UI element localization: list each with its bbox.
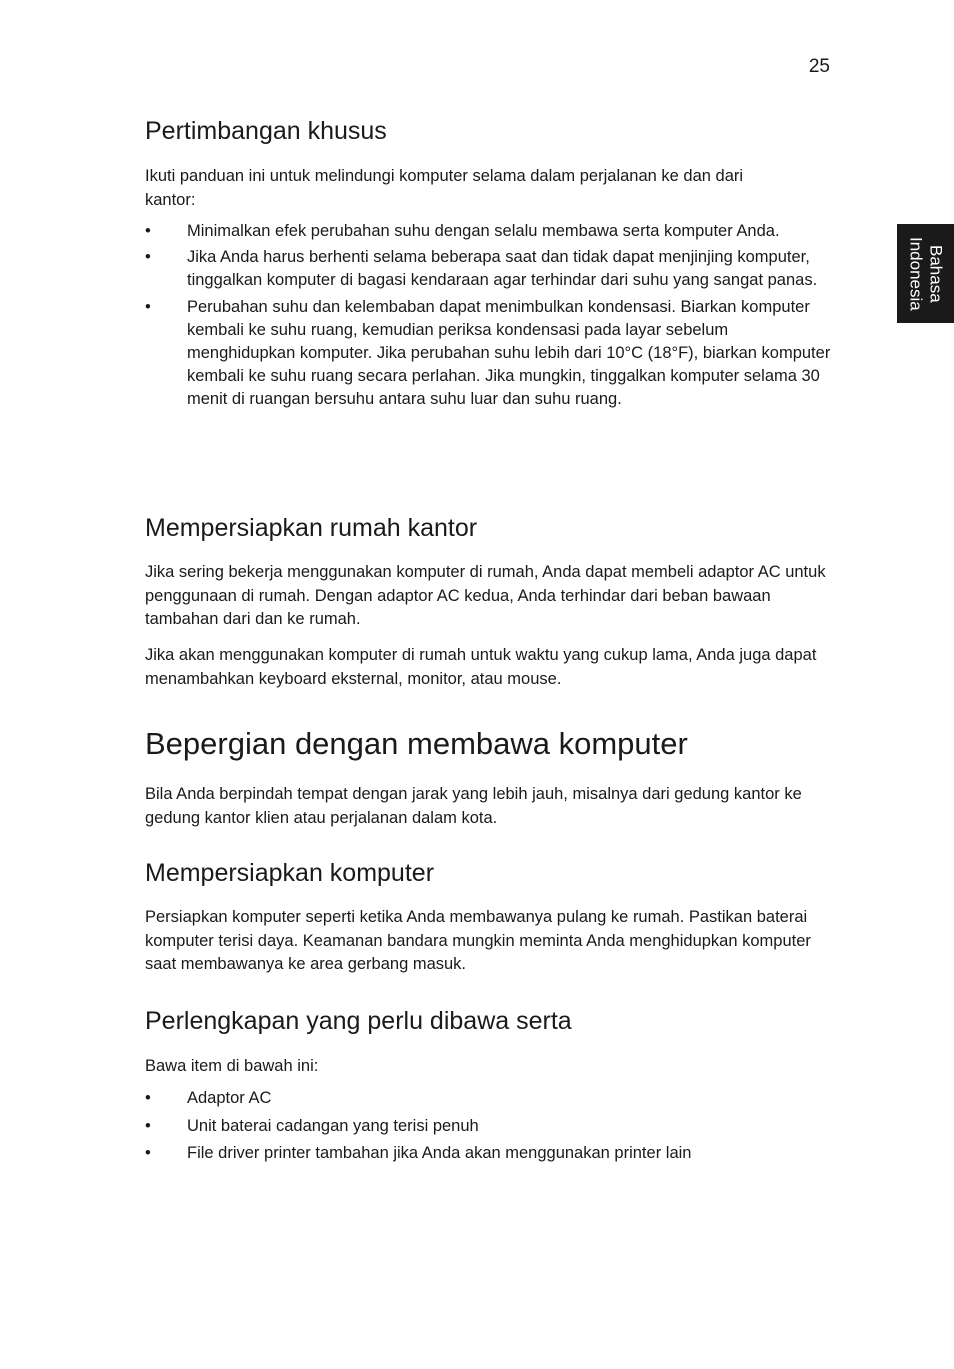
page-number: 25	[808, 56, 830, 77]
heading-mempersiapkan-komputer: Mempersiapkan komputer	[145, 859, 435, 887]
bullet: •	[145, 297, 151, 316]
bullet: •	[145, 248, 151, 267]
language-side-tab	[897, 224, 954, 323]
list-item: • File driver printer tambahan jika Anda akan menggunakan printer lain	[145, 1142, 835, 1165]
section1-list	[145, 220, 835, 412]
bullet: •	[145, 1144, 151, 1163]
heading-bepergian-dengan-membawa-komputer: Bepergian dengan membawa komputer	[145, 726, 688, 761]
list-item: • Perubahan suhu dan kelembaban dapat menimbulkan kondensasi. Biarkan komputer kembali ke suhu ruang, kemudian periksa kondensasi pada layar sebelum menghidupkan komputer. Jika perubahan suhu lebih dari 10°C (18°F), biarkan komputer kembali ke suhu ruang secara perlahan. Jika mungkin, tinggalkan komputer selama 30 menit di ruangan bersuhu antara suhu luar dan suhu ruang.	[145, 297, 831, 409]
heading-pertimbangan-khusus: Pertimbangan khusus	[145, 117, 387, 145]
heading-perlengkapan: Perlengkapan yang perlu dibawa serta	[145, 1007, 572, 1035]
section4-paragraph: Persiapkan komputer seperti ketika Anda membawanya pulang ke rumah. Pastikan baterai komputer terisi daya. Keamanan bandara mungkin meminta Anda menghidupkan komputer saat membawanya ke area gerbang masuk.	[145, 908, 811, 973]
section1-intro: Ikuti panduan ini untuk melindungi komputer selama dalam perjalanan ke dan dari kantor:	[145, 167, 744, 209]
section2-paragraph-2: Jika akan menggunakan komputer di rumah untuk waktu yang cukup lama, Anda juga dapat menambahkan keyboard eksternal, monitor, atau mouse.	[145, 646, 817, 688]
list-item: • Unit baterai cadangan yang terisi penuh	[145, 1115, 835, 1138]
heading-mempersiapkan-rumah-kantor: Mempersiapkan rumah kantor	[145, 514, 478, 542]
language-side-tab-label: Bahasa Indonesia	[906, 236, 946, 311]
section2-paragraph-1: Jika sering bekerja menggunakan komputer di rumah, Anda dapat membeli adaptor AC untuk penggunaan di rumah. Dengan adaptor AC kedua, Anda terhindar dari beban bawaan tambahan dari dan ke rumah.	[145, 563, 826, 628]
section5-list	[145, 1087, 835, 1166]
list-item: • Minimalkan efek perubahan suhu dengan selalu membawa serta komputer Anda.	[145, 220, 835, 243]
bullet: •	[145, 222, 151, 240]
section3-intro: Bila Anda berpindah tempat dengan jarak yang lebih jauh, misalnya dari gedung kantor ke gedung kantor klien atau perjalanan dalam kota.	[145, 785, 802, 827]
list-item: • Adaptor AC	[145, 1087, 835, 1110]
bullet: •	[145, 1089, 151, 1107]
bullet: •	[145, 1116, 151, 1135]
section5-intro: Bawa item di bawah ini:	[145, 1057, 319, 1075]
list-item: • Jika Anda harus berhenti selama beberapa saat dan tidak dapat menjinjing komputer, tinggalkan komputer di bagasi kendaraan agar terhindar dari suhu yang sangat panas.	[145, 248, 818, 290]
